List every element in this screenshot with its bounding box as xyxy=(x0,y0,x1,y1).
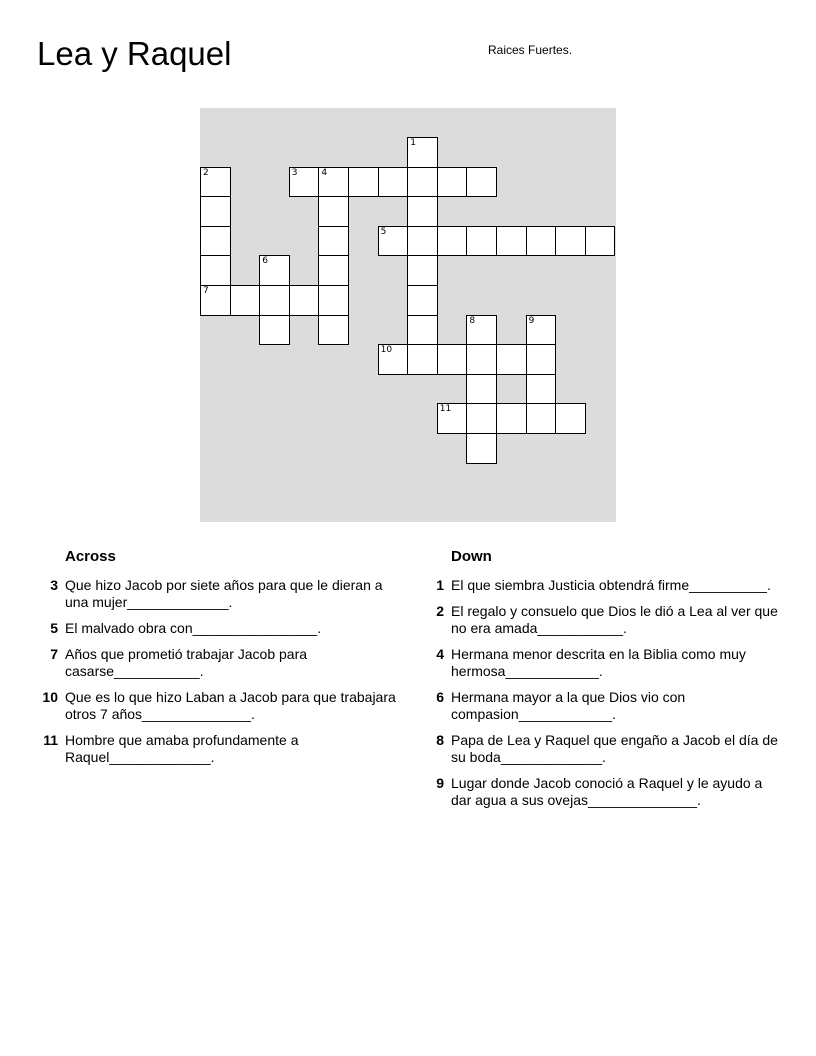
across-clue xyxy=(40,620,400,637)
clue-text: Hermana menor descrita en la Biblia como muy hermosa____________. xyxy=(451,646,746,679)
crossword-cell[interactable] xyxy=(378,226,409,257)
clue-text: Hermana mayor a la que Dios vio con compasion____________. xyxy=(451,689,686,722)
across-heading: Across xyxy=(65,548,116,565)
crossword-cell[interactable] xyxy=(318,167,349,198)
clue-text: El malvado obra con________________. xyxy=(65,620,322,636)
down-clue xyxy=(426,732,786,766)
crossword-cell[interactable] xyxy=(200,255,231,286)
clue-text: Hombre que amaba profundamente a Raquel_____________. xyxy=(65,732,299,765)
cell-number: 10 xyxy=(380,345,393,356)
crossword-cell[interactable] xyxy=(259,315,290,346)
crossword-cell[interactable] xyxy=(466,433,497,464)
across-clue xyxy=(40,689,400,723)
crossword-cell[interactable] xyxy=(585,226,616,257)
crossword-cell[interactable] xyxy=(348,167,379,198)
crossword-cell[interactable] xyxy=(526,226,557,257)
clue-text: El que siembra Justicia obtendrá firme__________. xyxy=(451,577,771,593)
cell-number: 9 xyxy=(528,315,535,326)
clue-number: 1 xyxy=(436,577,444,593)
crossword-cell[interactable] xyxy=(466,315,497,346)
page-title: Lea y Raquel xyxy=(37,35,232,72)
crossword-grid xyxy=(200,108,616,522)
page-subtitle: Raices Fuertes. xyxy=(488,43,573,57)
clue-text: Papa de Lea y Raquel que engaño a Jacob el día de su boda_____________. xyxy=(451,732,778,765)
cell-number: 7 xyxy=(203,286,209,296)
crossword-cell[interactable] xyxy=(200,226,231,257)
across-clue xyxy=(40,646,400,680)
clue-number: 8 xyxy=(436,732,444,748)
crossword-cell[interactable] xyxy=(407,196,438,227)
crossword-cell[interactable] xyxy=(466,374,497,405)
down-clue xyxy=(426,689,786,723)
cell-number: 8 xyxy=(469,315,476,326)
cell-number: 6 xyxy=(262,256,268,267)
clue-number: 10 xyxy=(42,689,58,705)
crossword-cell[interactable] xyxy=(318,315,349,346)
crossword-cell[interactable] xyxy=(526,374,557,405)
crossword-cell[interactable] xyxy=(437,403,468,434)
cell-number: 5 xyxy=(380,226,387,237)
crossword-cell[interactable] xyxy=(496,344,527,375)
clue-number: 2 xyxy=(436,603,444,619)
clue-text: Lugar donde Jacob conoció a Raquel y le ayudo a dar agua a sus ovejas______________. xyxy=(451,775,763,808)
clue-number: 3 xyxy=(50,577,58,593)
crossword-cell[interactable] xyxy=(407,255,438,286)
crossword-cell[interactable] xyxy=(437,344,468,375)
crossword-cell[interactable] xyxy=(318,196,349,227)
clue-number: 4 xyxy=(436,646,444,662)
down-clues xyxy=(426,548,786,818)
down-clue xyxy=(426,775,786,809)
crossword-cell[interactable] xyxy=(378,344,409,375)
crossword-cell[interactable] xyxy=(407,137,438,168)
down-clue xyxy=(426,577,786,594)
crossword-cell[interactable] xyxy=(289,285,320,316)
across-clues xyxy=(40,548,400,775)
clue-number: 9 xyxy=(436,775,444,791)
down-clue xyxy=(426,603,786,637)
cell-number: 3 xyxy=(291,167,298,178)
crossword-cell[interactable] xyxy=(407,167,438,198)
clue-text: Que hizo Jacob por siete años para que le dieran a una mujer_____________. xyxy=(65,577,383,610)
clue-number: 5 xyxy=(50,620,58,636)
crossword-cell[interactable] xyxy=(407,315,438,346)
crossword-cell[interactable] xyxy=(407,344,438,375)
crossword-cell[interactable] xyxy=(318,226,349,257)
clue-number: 11 xyxy=(43,732,58,748)
down-heading: Down xyxy=(451,548,492,565)
crossword-cell[interactable] xyxy=(526,315,557,346)
crossword-cell[interactable] xyxy=(526,344,557,375)
crossword-cell[interactable] xyxy=(466,344,497,375)
crossword-cell[interactable] xyxy=(200,285,231,316)
crossword-cell[interactable] xyxy=(318,285,349,316)
crossword-cell[interactable] xyxy=(259,285,290,316)
crossword-cell[interactable] xyxy=(555,226,586,257)
crossword-cell[interactable] xyxy=(526,403,557,434)
crossword-cell[interactable] xyxy=(407,285,438,316)
crossword-cell[interactable] xyxy=(259,255,290,286)
crossword-cell[interactable] xyxy=(496,403,527,434)
crossword-cell[interactable] xyxy=(437,167,468,198)
crossword-cell[interactable] xyxy=(466,226,497,257)
crossword-cell[interactable] xyxy=(555,403,586,434)
cell-number: 4 xyxy=(321,167,328,178)
cell-number: 2 xyxy=(203,167,209,178)
crossword-cell[interactable] xyxy=(437,226,468,257)
across-clue xyxy=(40,732,400,766)
cell-number: 1 xyxy=(410,138,416,148)
down-clue xyxy=(426,646,786,680)
cell-number: 11 xyxy=(439,404,452,415)
crossword-cell[interactable] xyxy=(230,285,261,316)
crossword-cell[interactable] xyxy=(496,226,527,257)
clue-number: 7 xyxy=(50,646,58,662)
crossword-cell[interactable] xyxy=(378,167,409,198)
crossword-cell[interactable] xyxy=(289,167,320,198)
crossword-cell[interactable] xyxy=(466,403,497,434)
crossword-cell[interactable] xyxy=(407,226,438,257)
crossword-cell[interactable] xyxy=(318,255,349,286)
clue-text: Que es lo que hizo Laban a Jacob para que trabajara otros 7 años______________. xyxy=(65,689,396,722)
clue-text: Años que prometió trabajar Jacob para casarse___________. xyxy=(65,646,308,679)
clue-number: 6 xyxy=(436,689,444,705)
clue-text: El regalo y consuelo que Dios le dió a Lea al ver que no era amada___________. xyxy=(451,603,778,636)
crossword-cell[interactable] xyxy=(466,167,497,198)
crossword-cell[interactable] xyxy=(200,167,231,198)
crossword-cell[interactable] xyxy=(200,196,231,227)
across-clue xyxy=(40,577,400,611)
